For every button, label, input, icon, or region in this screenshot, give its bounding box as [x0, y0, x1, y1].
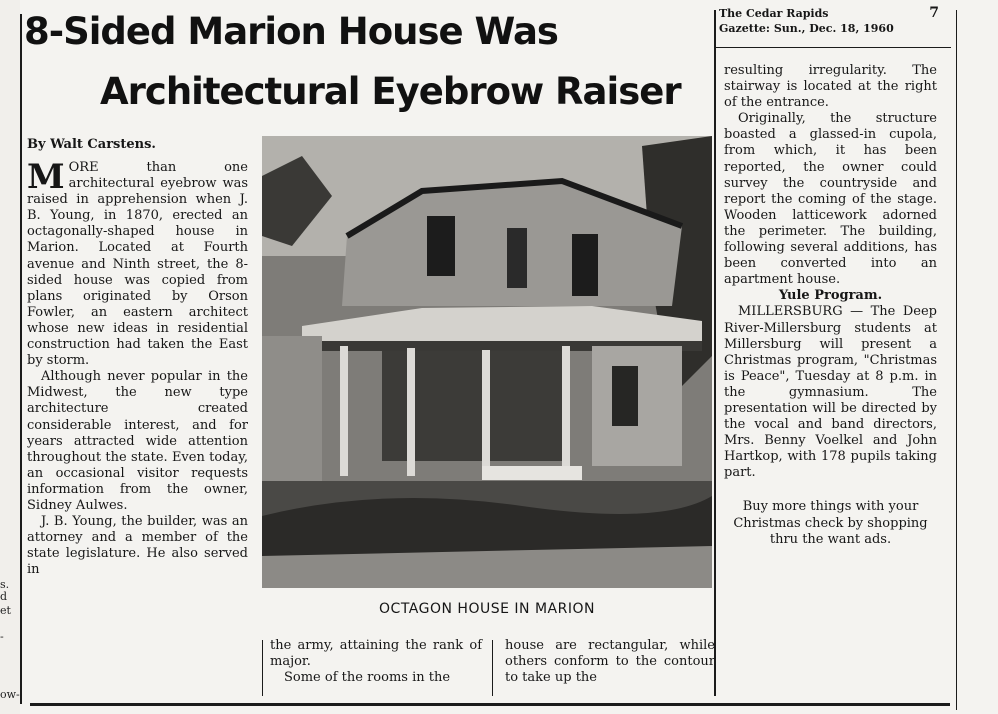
source-date: Gazette: Sun., Dec. 18, 1960: [719, 22, 894, 35]
column-rule: [262, 640, 263, 696]
page-number: 7: [929, 5, 939, 21]
article-paragraph: MORE than one architectural eyebrow was raised in apprehension when J. B. Young, in 1870, erected an octagonally-shaped house in Marion. Located at Fourth avenue and Ninth street, the 8-sided house was copied from plans originated by Orson Fowler, an eastern architect whose new ideas in residential construction had taken the East by storm.: [27, 157, 248, 369]
article-paragraph: Originally, the structure boasted a glassed-in cupola, from which, it has been reported, the owner could survey the countryside and report the coming of the stage. Wooden latticework adorned the perimeter. The building, following several additions, has been converted into an apartment house.: [724, 111, 937, 288]
source-line: [719, 6, 949, 36]
right-border-rule: [956, 10, 957, 710]
column-rule: [492, 640, 493, 696]
article-paragraph: J. B. Young, the builder, was an attorney and a member of the state legislature. He also served in: [27, 514, 248, 578]
byline: By Walt Carstens.: [27, 137, 156, 152]
left-border-rule: [20, 14, 22, 704]
headline-line-1: 8-Sided Marion House Was: [24, 10, 558, 53]
want-ads-promo: Buy more things with your Christmas check by shopping thru the want ads.: [733, 499, 928, 547]
article-column-2: [270, 638, 482, 686]
article-paragraph: Although never popular in the Midwest, the new type architecture created considerable interest, and for years attracted wide attention throughout the state. Even today, an occasional visitor requests information from the owner, Sidney Aulwes.: [27, 369, 248, 513]
side-story-body: MILLERSBURG — The Deep River-Millersburg students at Millersburg will present a Christmas program, "Christmas is Peace", Tuesday at 8 p.m. in the gymnasium. The presentation will be directed by the vocal and band directors, Mrs. Benny Voelkel and John Hartkop, with 178 pupils taking part.: [724, 304, 937, 481]
article-paragraph: resulting irregularity. The stairway is located at the right of the entrance.: [724, 63, 937, 111]
column-rule: [714, 10, 716, 696]
margin-fragment: -: [0, 630, 4, 643]
source-underline: [716, 47, 951, 48]
drop-cap: M: [27, 157, 65, 197]
bottom-rule: [30, 703, 950, 706]
article-column-3: [505, 638, 715, 686]
article-paragraph: the army, attaining the rank of major.: [270, 638, 482, 670]
adjacent-column-edge: [0, 0, 20, 714]
article-paragraph: house are rectangular, while others conform to the contour to take up the: [505, 638, 715, 686]
octagon-house-photo: [262, 136, 712, 588]
article-column-1: [27, 157, 248, 578]
source-paper: The Cedar Rapids: [719, 7, 829, 20]
right-column: [724, 63, 937, 548]
margin-fragment: d: [0, 590, 8, 603]
headline-line-2: Architectural Eyebrow Raiser: [100, 70, 681, 113]
house-photo: [262, 136, 712, 588]
article-paragraph: Some of the rooms in the: [284, 670, 451, 686]
margin-fragment: et: [0, 604, 11, 617]
photo-caption: OCTAGON HOUSE IN MARION: [379, 601, 595, 617]
margin-fragment: s.: [0, 578, 10, 591]
margin-fragment: ow-: [0, 688, 20, 701]
side-story-title: Yule Program.: [778, 288, 883, 304]
